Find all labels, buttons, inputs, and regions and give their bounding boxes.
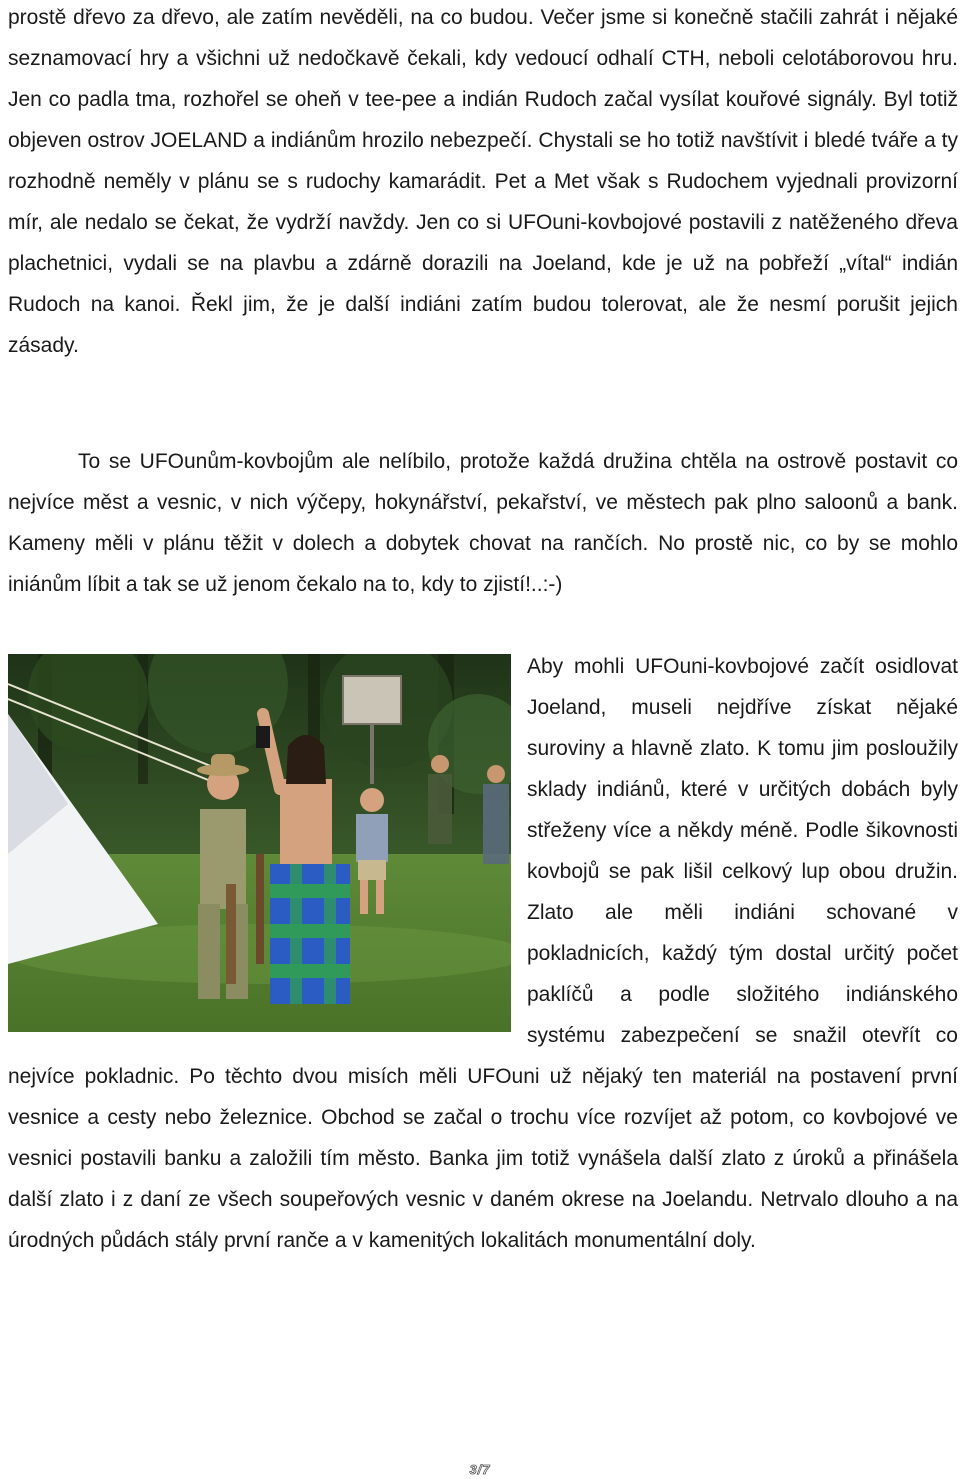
man-khaki <box>200 809 246 909</box>
camp-photo <box>8 654 511 1032</box>
paragraph-2: To se UFOunům-kovbojům ale nelíbilo, protože každá družina chtěla na ostrově postavit co nejvíce měst a vesnic, v nich výčepy, hokynářství, pekařství, ve městech pak plno saloonů a bank. Kameny měli v plánu těžit v dolech a dobytek chovat na rančích. No prostě nic, co by se mohlo iniánům líbit a tak se už jenom čekalo na to, kdy to zjistí!..:-) <box>8 450 958 596</box>
paragraph-3: Aby mohli UFOuni-kovbojové začít osidlovat Joeland, museli nejdříve získat nějaké suroviny a hlavně zlato. K tomu jim posloužily sklady indiánů, které v určitých dobách byly střeženy více a někdy méně. Podle šikovnosti kovbojů se pak lišil celkový lup obou družin. Zlato ale měli indiáni schované v pokladnicích, každý tým dostal určitý počet paklíčů a podle složitého indiánského systému zabezpečení se snažil otevřít co nejvíce pokladnic. Po těchto dvou misích měli UFOuni už nějaký ten materiál na postavení první vesnice a cesty nebo železnice. Obchod se začal o trochu více rozvíjet až potom, co kovbojové ve vesnici postavili banku a založili tím město. Banka jim totiž vynášela další zlato z úroků a přinášela další zlato i z daní ze všech soupeřových vesnic v daném okrese na Joelandu. Netrvalo dlouho a na úrodných půdách stály první ranče a v kamenitých lokalitách monumentální doly. <box>8 655 958 1252</box>
indian-chief <box>280 779 332 874</box>
paragraph-3-wrapper <box>8 646 958 1261</box>
page-number: 3/7 <box>469 1462 491 1477</box>
camp-photo-illustration <box>8 654 511 1032</box>
kid <box>356 814 388 862</box>
paragraph-1: prostě dřevo za dřevo, ale zatím nevěděli, na co budou. Večer jsme si konečně stačili zahrát i nějaké seznamovací hry a všichni už nedočkavě čekali, kdy vedoucí odhalí CTH, neboli celotáborovou hru. Jen co padla tma, rozhořel se oheň v tee-pee a indián Rudoch začal vysílat kouřové signály. Byl totiž objeven ostrov JOELAND a indiánům hrozilo nebezpečí. Chystali se ho totiž navštívit i bledé tváře a ty rozhodně neměly v plánu se s rudochy kamarádit. Pet a Met však s Rudochem vyjednali provizorní mír, ale nedalo se čekat, že vydrží navždy. Jen co si UFOuni-kovbojové postavili z natěženého dřeva plachetnici, vydali se na plavbu a zdárně dorazili na Joeland, kde je už na pobřeží „vítal“ indián Rudoch na kanoi. Řekl jim, že je další indiáni zatím budou tolerovat, ale že nesmí porušit jejich zásady. <box>8 6 958 357</box>
basketball-board <box>343 676 401 724</box>
